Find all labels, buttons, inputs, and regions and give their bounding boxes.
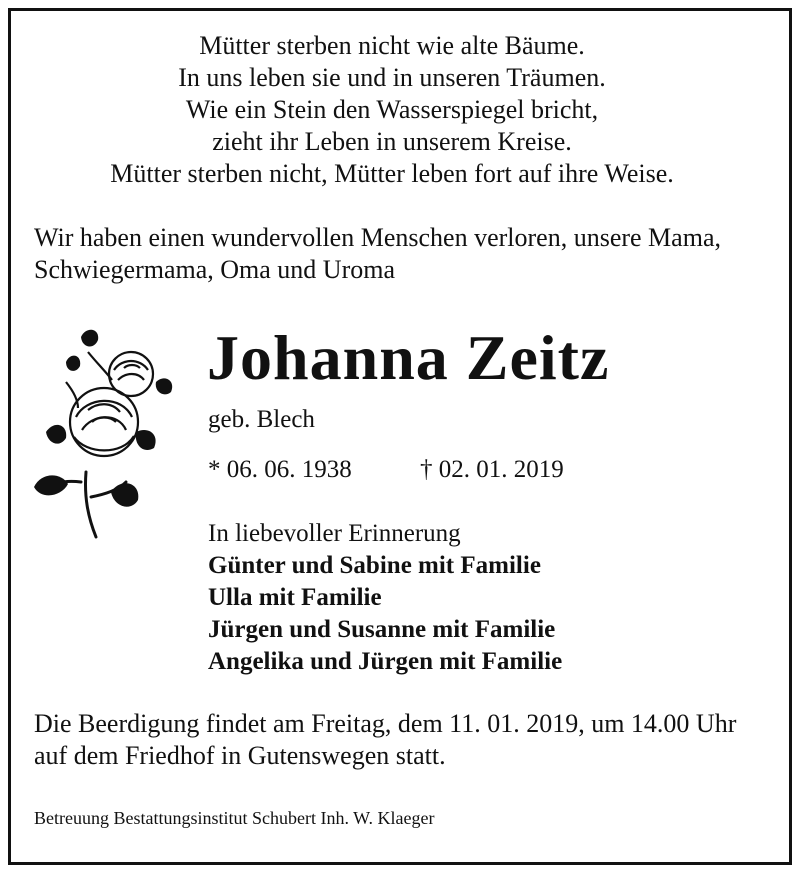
- mourner-entry: Angelika und Jürgen mit Familie: [208, 648, 563, 675]
- poem-line: zieht ihr Leben in unserem Kreise.: [212, 127, 572, 156]
- mourner-entry: Jürgen und Susanne mit Familie: [208, 616, 556, 643]
- funeral-line: auf dem Friedhof in Gutenswegen statt.: [34, 741, 446, 770]
- poem-line: In uns leben sie und in unseren Träumen.: [178, 63, 606, 92]
- funeral-line: Die Beerdigung findet am Freitag, dem 11. 01. 2019, um 14.00 Uhr: [34, 709, 737, 738]
- mourner-entry: Günter und Sabine mit Familie: [208, 552, 541, 579]
- poem-line: Mütter sterben nicht, Mütter leben fort auf ihre Weise.: [110, 159, 674, 188]
- mourner-entry: Ulla mit Familie: [208, 584, 382, 611]
- maiden-name: geb. Blech: [208, 406, 315, 433]
- deceased-name: Johanna Zeitz: [207, 322, 610, 393]
- death-date: † 02. 01. 2019: [420, 456, 564, 483]
- poem: [0, 30, 784, 190]
- poem-line: Mütter sterben nicht wie alte Bäume.: [199, 31, 585, 60]
- funeral-home-credit: Betreuung Bestattungsinstitut Schubert Inh. W. Klaeger: [34, 808, 435, 828]
- remembrance-heading: In liebevoller Erinnerung: [208, 520, 461, 547]
- mourners-list: [208, 550, 562, 678]
- poem-line: Wie ein Stein den Wasserspiegel bricht,: [185, 95, 599, 124]
- funeral-notice: [34, 708, 784, 772]
- rose-icon: [26, 322, 194, 542]
- intro-text: Wir haben einen wundervollen Menschen verloren, unsere Mama, Schwiegermama, Oma und Uroma: [34, 223, 721, 284]
- birth-date: * 06. 06. 1938: [208, 456, 352, 483]
